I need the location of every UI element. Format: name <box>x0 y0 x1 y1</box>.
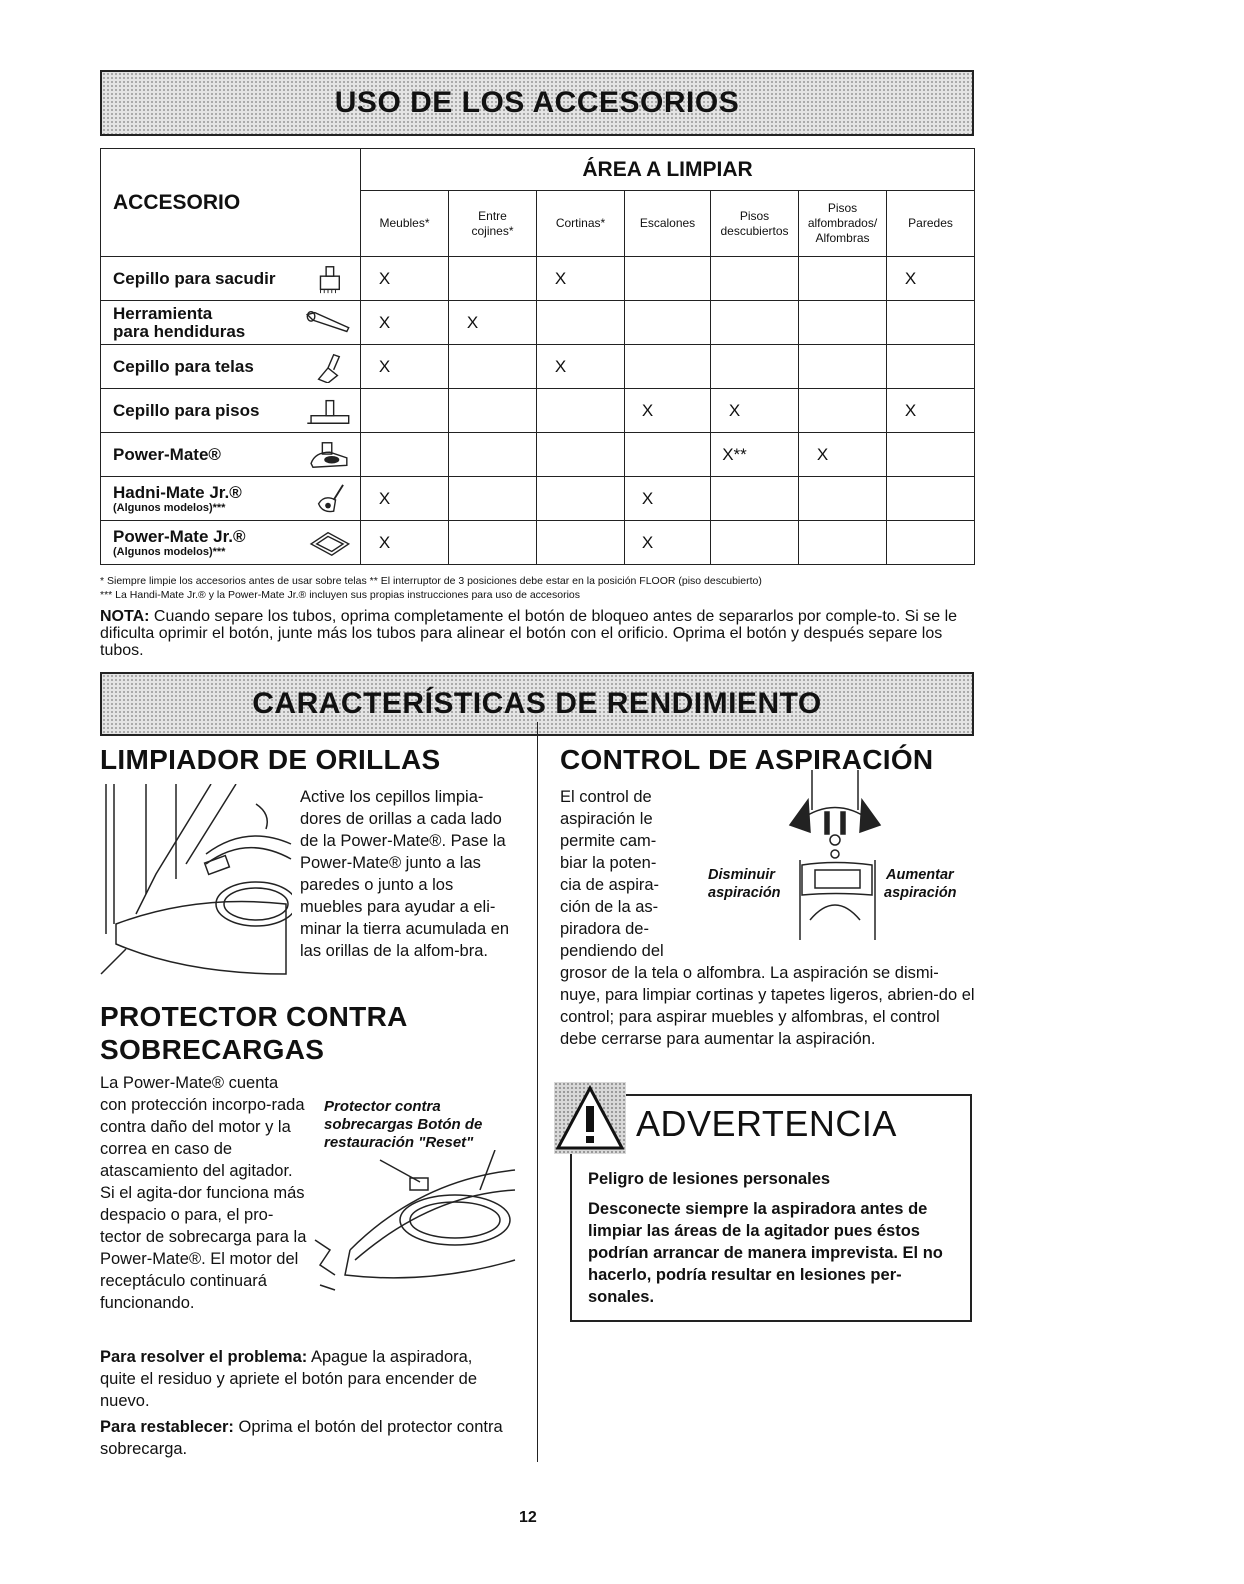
usage-mark <box>449 477 537 521</box>
increase-label-1: Aumentar <box>886 867 954 883</box>
accessory-note: (Algunos modelos)*** <box>113 545 226 558</box>
usage-mark <box>711 345 799 389</box>
usage-mark <box>449 345 537 389</box>
column-header <box>799 191 887 257</box>
column-header-line: Cortinas* <box>555 216 606 230</box>
accessory-name: Cepillo para pisos <box>113 400 260 420</box>
usage-mark <box>449 521 537 565</box>
overload-caption-3: restauración "Reset" <box>324 1134 474 1151</box>
accessory-name: Power-Mate Jr.® <box>113 526 246 546</box>
column-header <box>625 191 711 257</box>
usage-mark: X <box>537 257 625 301</box>
reset-label: Para restablecer: <box>100 1418 234 1436</box>
accessory-name-cell <box>101 389 361 433</box>
resolve-text: Apague la aspiradora, quite el residuo y apriete el botón para encender de nuevo. <box>100 1348 478 1410</box>
usage-mark: X <box>625 389 711 433</box>
accessory-header: ACCESORIO <box>101 149 361 257</box>
floor-brush-icon <box>304 395 352 427</box>
overload-text: La Power-Mate® cuenta con protección incorpo-rada contra daño del motor y la correa en caso de atascamiento del agitador. Si el agita-dor funciona más despacio o para, el pro-tector de sobrecarga para la Power-Mate®. El motor del receptáculo continuará funcionando. <box>100 1074 307 1312</box>
usage-mark <box>449 389 537 433</box>
usage-mark <box>537 433 625 477</box>
usage-mark: X <box>361 477 449 521</box>
column-header <box>361 191 449 257</box>
usage-mark <box>887 521 975 565</box>
upholstery-brush-icon <box>304 351 352 383</box>
accessory-name: para hendiduras <box>113 321 246 341</box>
suction-text-narrow: El control de aspiración le permite cam-biar la poten-cia de aspira-ción de la as-piradora de-pendiendo del <box>560 788 664 960</box>
usage-mark <box>625 301 711 345</box>
usage-mark: X <box>887 257 975 301</box>
decrease-label-2: aspiración <box>708 885 781 901</box>
accessory-name-cell <box>101 257 361 301</box>
usage-mark <box>711 521 799 565</box>
area-header: ÁREA A LIMPIAR <box>361 149 975 191</box>
accessory-name: Cepillo para sacudir <box>113 268 276 288</box>
edge-cleaner-illustration <box>96 784 292 980</box>
warning-triangle-icon <box>554 1082 626 1154</box>
warning-icon-background <box>554 1082 626 1154</box>
usage-mark <box>361 389 449 433</box>
note-paragraph <box>100 608 980 659</box>
section-title: USO DE LOS ACCESORIOS <box>334 86 740 119</box>
column-header <box>449 191 537 257</box>
usage-mark: X <box>361 521 449 565</box>
reset-text: Oprima el botón del protector contra sobrecarga. <box>100 1418 503 1458</box>
resolve-label: Para resolver el problema: <box>100 1348 308 1366</box>
reset-paragraph <box>100 1416 510 1460</box>
accessory-name: Power-Mate® <box>113 444 221 464</box>
usage-mark <box>887 301 975 345</box>
table-row <box>101 389 975 433</box>
decrease-label-1: Disminuir <box>708 867 775 883</box>
usage-mark <box>449 433 537 477</box>
warning-body <box>588 1168 960 1316</box>
usage-mark <box>799 345 887 389</box>
edge-cleaner-text: Active los cepillos limpia-dores de orillas a cada lado de la Power-Mate®. Pase la Power-Mate® junto a las paredes o junto a los muebles para ayudar a eli-minar la tierra acumulada en las orillas de la alfom-bra. <box>300 788 510 960</box>
usage-mark <box>537 521 625 565</box>
usage-mark <box>711 477 799 521</box>
usage-mark <box>537 301 625 345</box>
column-header <box>711 191 799 257</box>
section-title: CARACTERÍSTICAS DE RENDIMIENTO <box>252 687 822 720</box>
overload-title-line2: SOBRECARGAS <box>100 1034 325 1065</box>
increase-label-2: aspiración <box>884 885 957 901</box>
column-header-line: Alfombras <box>815 231 870 245</box>
column-header-line: Pisos <box>827 201 858 215</box>
usage-mark: X <box>625 521 711 565</box>
usage-mark <box>887 433 975 477</box>
table-row <box>101 257 975 301</box>
usage-mark <box>799 257 887 301</box>
usage-mark <box>887 345 975 389</box>
note-label: NOTA: <box>100 608 150 625</box>
footnote-2: *** La Handi-Mate Jr.® y la Power-Mate Jr.® incluyen sus propias instrucciones para uso de accesorios <box>100 589 581 601</box>
usage-mark <box>711 257 799 301</box>
warning-title: ADVERTENCIA <box>636 1103 897 1144</box>
usage-mark: X <box>625 477 711 521</box>
column-header-line: Meubles* <box>379 216 430 230</box>
usage-mark <box>625 345 711 389</box>
section-banner-accessories <box>100 70 974 136</box>
column-header-line: descubiertos <box>720 223 789 238</box>
suction-title: CONTROL DE ASPIRACIÓN <box>560 744 934 775</box>
table-row <box>101 301 975 345</box>
page-number: 12 <box>519 1509 537 1526</box>
usage-mark <box>799 389 887 433</box>
usage-mark <box>361 433 449 477</box>
usage-mark <box>625 257 711 301</box>
usage-mark <box>799 301 887 345</box>
usage-mark: X <box>361 257 449 301</box>
usage-mark: X <box>361 345 449 389</box>
usage-mark <box>887 477 975 521</box>
usage-mark <box>799 477 887 521</box>
warning-subtitle: Peligro de lesiones personales <box>588 1170 831 1188</box>
table-row <box>101 521 975 565</box>
column-header-line: cojines* <box>471 223 514 238</box>
usage-mark: X <box>537 345 625 389</box>
suction-control-illustration <box>780 770 900 940</box>
column-header-line: Paredes <box>908 216 953 230</box>
accessory-name-cell <box>101 301 361 345</box>
column-header <box>887 191 975 257</box>
table-row <box>101 345 975 389</box>
power-mate-jr-icon <box>304 527 352 559</box>
usage-mark <box>799 521 887 565</box>
edge-cleaner-title: LIMPIADOR DE ORILLAS <box>100 744 441 775</box>
accessory-name-cell <box>101 477 361 521</box>
overload-caption-2: sobrecargas Botón de <box>324 1116 483 1133</box>
dusting-brush-icon <box>304 263 352 295</box>
reset-button-illustration <box>310 1150 520 1300</box>
column-header-line: alfombrados/ <box>807 216 878 230</box>
suction-text-wide: grosor de la tela o alfombra. La aspiración se dismi-nuye, para limpiar cortinas y tapetes ligeros, abrien-do el control; para aspirar muebles y alfombras, el control debe cerrarse para aumentar la aspiración. <box>560 964 975 1048</box>
power-mate-icon <box>304 439 352 471</box>
usage-mark <box>625 433 711 477</box>
column-header-line: Pisos <box>739 208 770 223</box>
usage-mark <box>711 301 799 345</box>
usage-mark <box>537 477 625 521</box>
accessories-table <box>100 148 975 565</box>
footnote-1: * Siempre limpie los accesorios antes de usar sobre telas ** El interruptor de 3 posiciones debe estar en la posición FLOOR (piso descubierto) <box>100 575 762 587</box>
table-row <box>101 477 975 521</box>
note-text: Cuando separe los tubos, oprima completamente el botón de bloqueo antes de separarlos por comple-to. Si se le dificulta oprimir el botón, junte más los tubos para alinear el botón con el orificio. Oprima el botón y después separe los tubos. <box>100 608 958 659</box>
warning-text: Desconecte siempre la aspiradora antes de limpiar las áreas de la agitador pues éstos podrían arrancar de manera imprevista. El no hacerlo, podría resultar en lesiones per-sonales. <box>588 1200 943 1306</box>
usage-mark: X <box>449 301 537 345</box>
overload-caption-1: Protector contra <box>324 1098 441 1115</box>
accessory-name: Hadni-Mate Jr.® <box>113 482 242 502</box>
usage-mark <box>537 389 625 433</box>
resolve-paragraph <box>100 1346 510 1412</box>
handi-mate-icon <box>304 483 352 515</box>
column-header-line: Escalones <box>639 216 696 230</box>
accessory-name-cell <box>101 521 361 565</box>
usage-mark <box>449 257 537 301</box>
column-header <box>537 191 625 257</box>
usage-mark: X <box>799 433 887 477</box>
usage-mark: X <box>361 301 449 345</box>
accessory-name: Herramienta <box>113 303 213 323</box>
overload-title-line1: PROTECTOR CONTRA <box>100 1001 408 1032</box>
accessory-name-cell <box>101 345 361 389</box>
usage-mark: X <box>887 389 975 433</box>
table-row <box>101 433 975 477</box>
accessory-name-cell <box>101 433 361 477</box>
usage-mark: X <box>711 389 799 433</box>
column-header-line: Entre <box>478 208 507 223</box>
crevice-tool-icon <box>304 307 352 339</box>
column-divider <box>537 722 538 1462</box>
usage-mark: X** <box>711 433 799 477</box>
accessory-name: Cepillo para telas <box>113 356 254 376</box>
accessory-note: (Algunos modelos)*** <box>113 501 226 514</box>
